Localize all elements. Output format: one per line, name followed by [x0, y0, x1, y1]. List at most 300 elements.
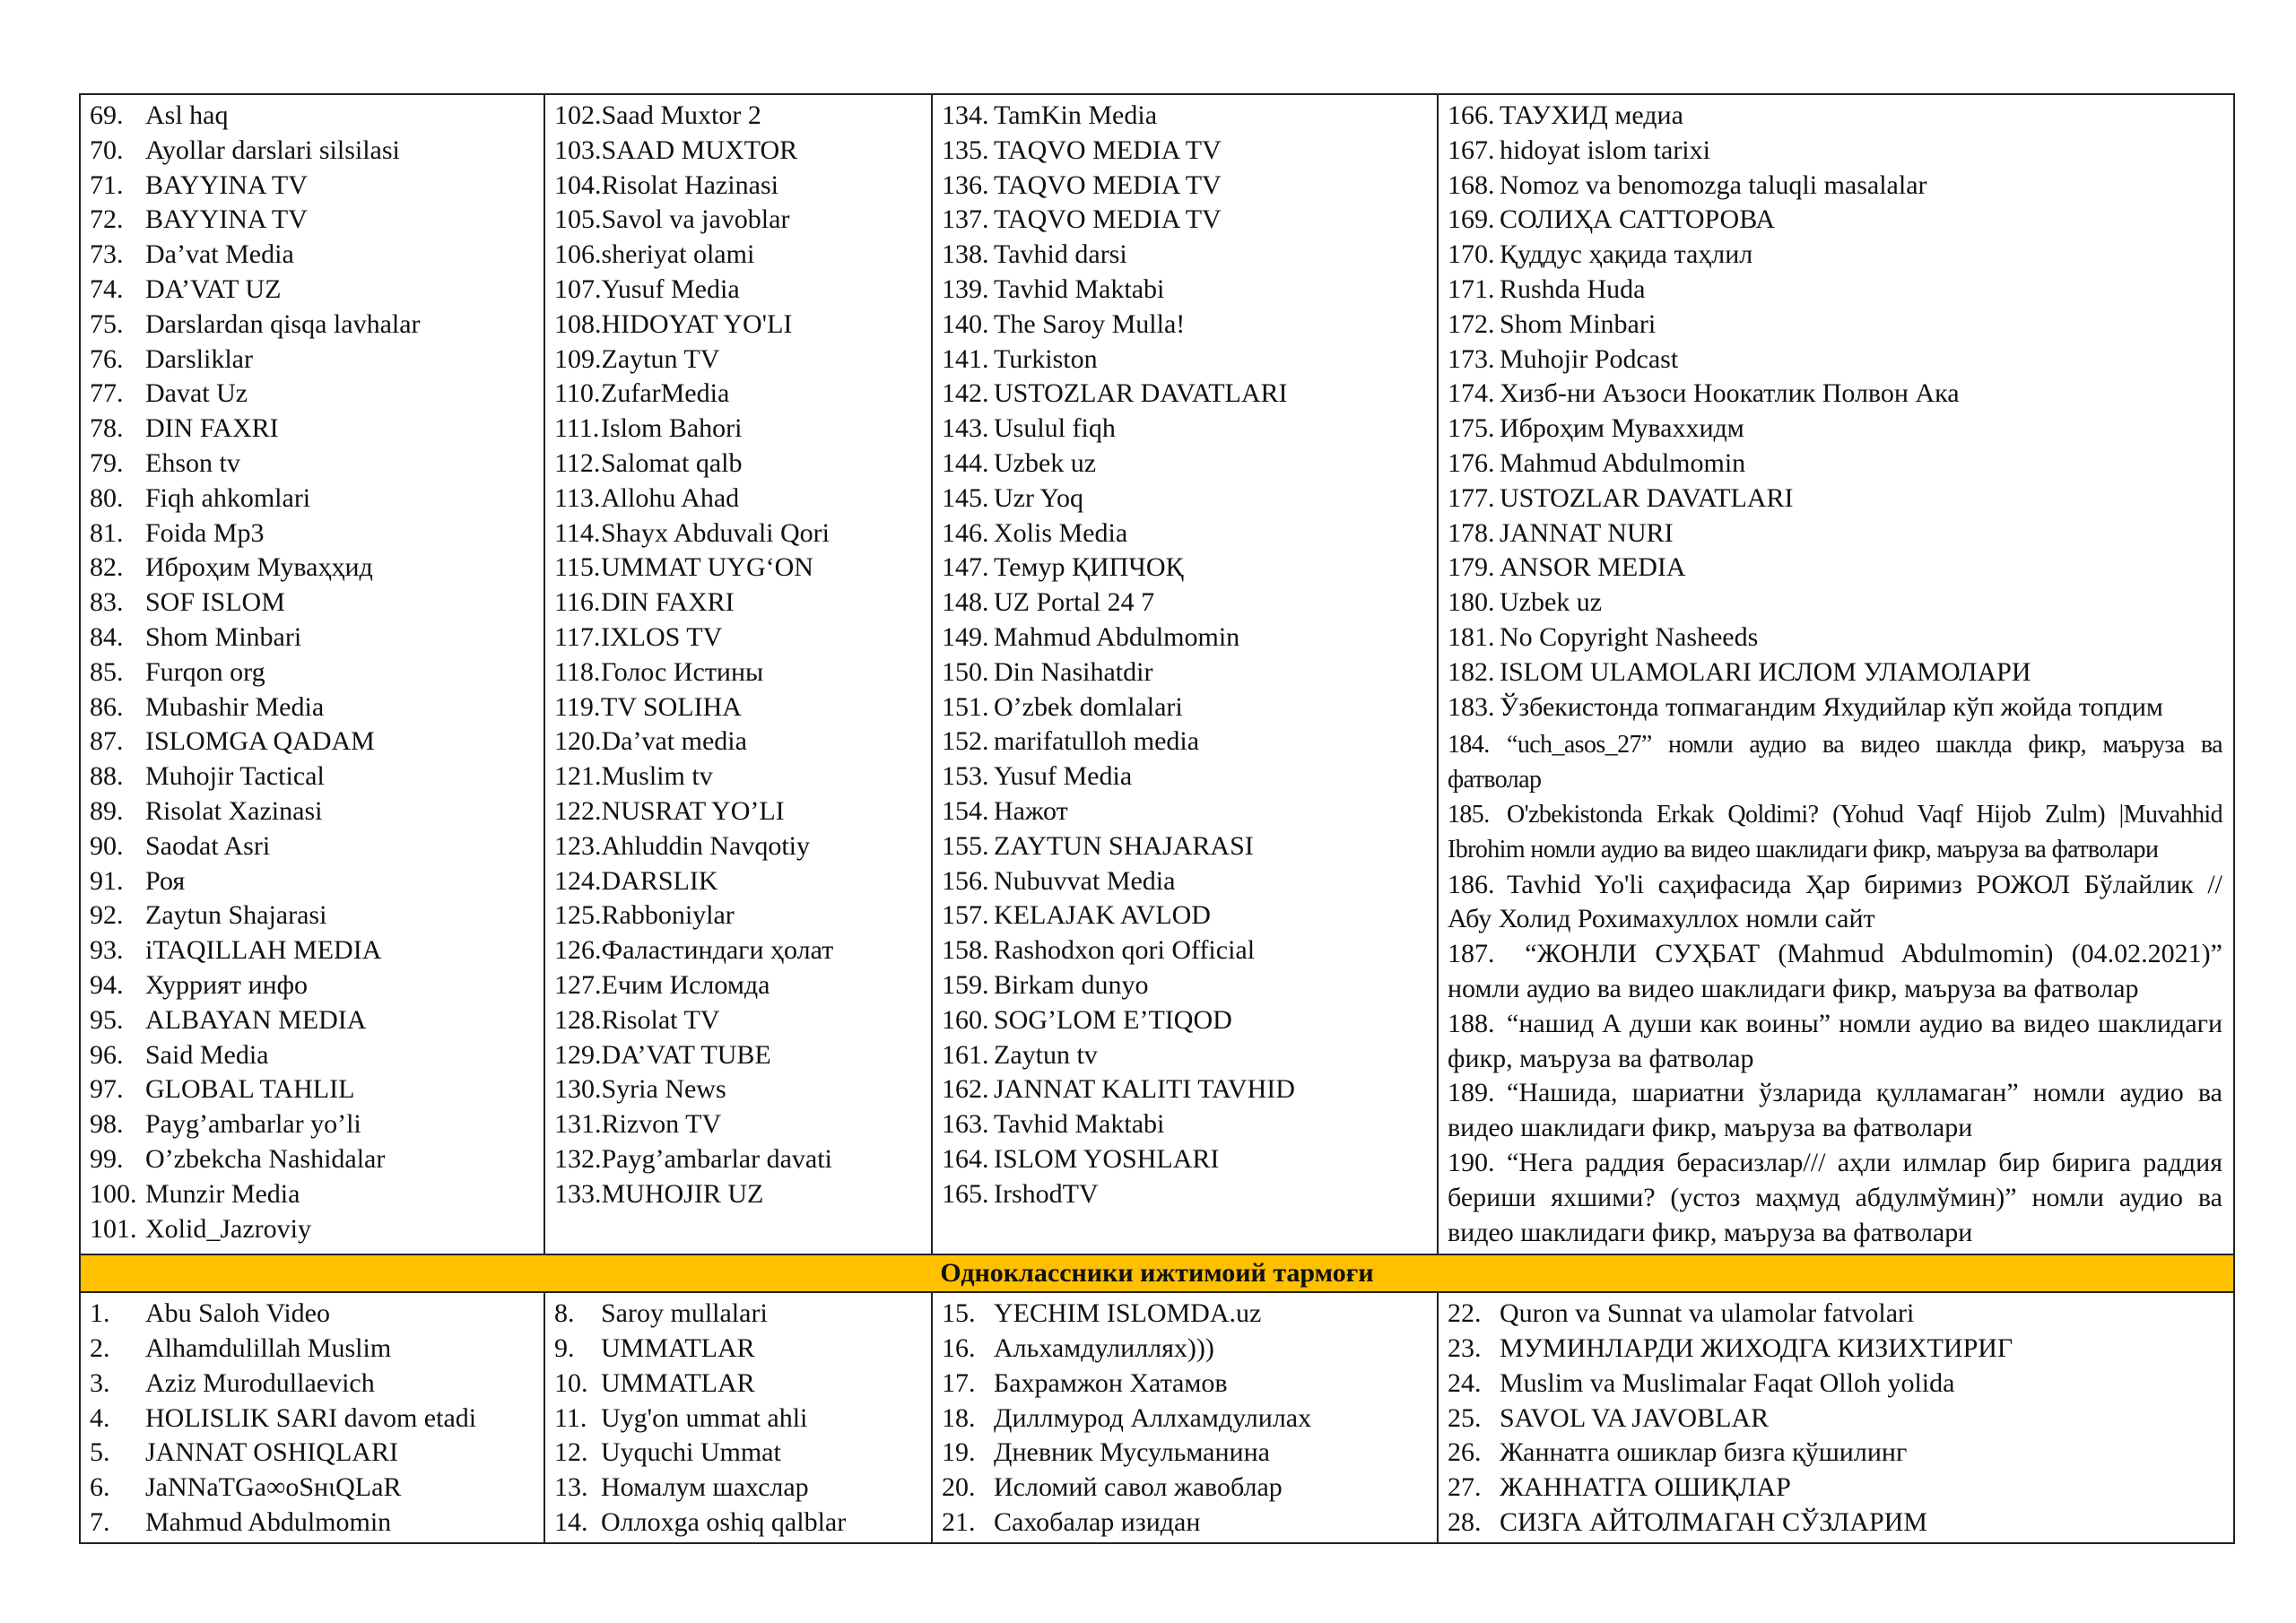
item-text: TAQVO MEDIA TV: [994, 169, 1222, 200]
item-text: Muhojir Podcast: [1500, 343, 1679, 374]
item-number: 76.: [90, 343, 124, 374]
list-item: [942, 1297, 1437, 1332]
item-number: 188.: [1448, 1008, 1495, 1038]
item-number: 18.: [942, 1402, 976, 1433]
list-item: [1448, 1402, 2233, 1436]
list-item: [942, 1038, 1437, 1073]
top-column-2: [544, 94, 932, 1254]
item-text: Muslim tv: [601, 761, 713, 792]
list-item: [942, 1107, 1437, 1142]
item-number: 94.: [90, 969, 124, 1000]
item-text: “ЖОНЛИ СУҲБАТ (Mahmud Abdulmomin) (04.02.2021)” номли аудио ва видео шаклидаги фикр, маъруза ва фатволар: [1448, 939, 2222, 1003]
item-text: DIN FAXRI: [601, 587, 735, 618]
list-item: [90, 898, 544, 933]
item-text: O’zbek domlalari: [994, 691, 1183, 722]
item-text: ZAYTUN SHAJARASI: [994, 830, 1254, 861]
item-number: 20.: [942, 1472, 976, 1503]
item-text: Uzr Yoq: [994, 482, 1084, 513]
item-number: 179.: [1448, 552, 1495, 583]
list-item: [90, 1038, 544, 1073]
list-item: [90, 655, 544, 690]
list-item: [1448, 690, 2233, 725]
item-number: 175.: [1448, 413, 1495, 444]
item-number: 118.: [554, 656, 601, 687]
list-item: [90, 482, 544, 516]
list-item: [90, 690, 544, 725]
item-text: Abu Saloh Video: [145, 1298, 330, 1329]
item-number: 183.: [1448, 691, 1495, 722]
item-text: DIN FAXRI: [145, 413, 279, 444]
list-item: [554, 933, 931, 968]
list-item: [554, 1072, 931, 1107]
item-number: 25.: [1448, 1402, 1482, 1433]
list-item: [90, 725, 544, 759]
item-number: 87.: [90, 726, 124, 757]
item-number: 158.: [942, 935, 989, 966]
item-number: 24.: [1448, 1367, 1482, 1398]
item-number: 91.: [90, 865, 124, 896]
list-item: [554, 1003, 931, 1038]
item-number: 124.: [554, 865, 602, 896]
item-text: Zaytun tv: [994, 1039, 1098, 1070]
item-text: USTOZLAR DAVATLARI: [1500, 482, 1794, 513]
item-number: 72.: [90, 204, 124, 235]
section-header-row: [80, 1254, 2234, 1292]
item-text: Uyquchi Ummat: [601, 1437, 781, 1468]
list-item: [1448, 134, 2233, 169]
item-number: 4.: [90, 1402, 110, 1433]
item-text: ТАУХИД медиа: [1500, 100, 1683, 130]
item-text: UZ Portal 24 7: [994, 587, 1155, 618]
item-number: 85.: [90, 656, 124, 687]
list-item: [90, 447, 544, 482]
list-item: [942, 203, 1437, 238]
item-text: “uch_asos_27” номли аудио ва видео шаклда фикр, маъруза ва фатволар: [1448, 731, 2222, 794]
list-item: [90, 1107, 544, 1142]
item-text: The Saroy Mulla!: [994, 308, 1186, 339]
item-text: Din Nasihatdir: [994, 656, 1153, 687]
list-item: [942, 1142, 1437, 1177]
list-item: [554, 134, 931, 169]
item-number: 102.: [554, 100, 602, 130]
item-number: 90.: [90, 830, 124, 861]
item-number: 140.: [942, 308, 989, 339]
item-text: Номалум шахслар: [601, 1472, 809, 1503]
item-text: Darslardan qisqa lavhalar: [145, 308, 421, 339]
item-number: 84.: [90, 621, 124, 652]
list-item: [90, 933, 544, 968]
list-item: [1448, 728, 2233, 798]
item-text: Saroy mullalari: [601, 1298, 768, 1329]
item-text: Shom Minbari: [1500, 308, 1657, 339]
list-item: [90, 1436, 544, 1471]
item-number: 116.: [554, 587, 601, 618]
list-item: [942, 864, 1437, 899]
item-number: 8.: [554, 1298, 575, 1329]
list-item: [90, 308, 544, 343]
item-text: Munzir Media: [145, 1178, 300, 1209]
item-number: 159.: [942, 969, 989, 1000]
item-text: Salomat qalb: [601, 447, 743, 478]
item-text: Alhamdulillah Muslim: [145, 1333, 392, 1364]
item-number: 108.: [554, 308, 602, 339]
item-text: Роя: [145, 865, 186, 896]
item-number: 149.: [942, 621, 989, 652]
list-item: [942, 725, 1437, 759]
item-text: Оллоxga oshiq qalblar: [601, 1507, 847, 1538]
list-item: [1448, 1076, 2233, 1146]
item-number: 114.: [554, 517, 601, 548]
item-text: UMMATLAR: [601, 1367, 755, 1398]
item-text: sheriyat olami: [601, 239, 755, 270]
list-item: [942, 377, 1437, 412]
item-text: Risolat Hazinasi: [601, 169, 778, 200]
item-number: 129.: [554, 1039, 602, 1070]
item-text: Сахобалар изидан: [994, 1507, 1201, 1538]
item-text: marifatulloh media: [994, 726, 1200, 757]
list-item: [554, 1142, 931, 1177]
item-number: 119.: [554, 691, 601, 722]
list-item: [942, 308, 1437, 343]
item-number: 143.: [942, 413, 989, 444]
item-text: Xolid_Jazroviy: [145, 1213, 311, 1244]
item-text: Risolat Xazinasi: [145, 795, 323, 826]
item-text: Muslim va Muslimalar Faqat Olloh yolida: [1500, 1367, 1955, 1398]
list-item: [90, 794, 544, 829]
section-title: Одноклассники ижтимоий тармоғи: [80, 1254, 2234, 1292]
item-number: 27.: [1448, 1472, 1482, 1503]
list-item: [942, 586, 1437, 621]
item-text: O’zbekcha Nashidalar: [145, 1143, 386, 1174]
top-section-row: [80, 94, 2234, 1254]
list-item: [942, 551, 1437, 586]
item-number: 103.: [554, 135, 602, 165]
item-text: Диллмурод Аллхамдулилах: [994, 1402, 1312, 1433]
item-text: Muhojir Tactical: [145, 761, 325, 792]
item-number: 134.: [942, 100, 989, 130]
item-text: Foida Mp3: [145, 517, 265, 548]
item-number: 171.: [1448, 273, 1495, 304]
list-item: [942, 1072, 1437, 1107]
item-number: 28.: [1448, 1507, 1482, 1538]
item-number: 187.: [1448, 939, 1495, 969]
item-number: 174.: [1448, 378, 1495, 409]
list-item: [1448, 655, 2233, 690]
list-item: [1448, 308, 2233, 343]
item-number: 125.: [554, 900, 602, 931]
list-item: [942, 169, 1437, 204]
item-text: JANNAT KALITI TAVHID: [994, 1074, 1295, 1105]
item-number: 162.: [942, 1074, 989, 1105]
list-item: [942, 1402, 1437, 1436]
list-item: [554, 343, 931, 378]
item-number: 117.: [554, 621, 601, 652]
list-item: [942, 968, 1437, 1003]
list-item: [554, 621, 931, 655]
item-text: Бахрамжон Хатамов: [994, 1367, 1228, 1398]
item-number: 138.: [942, 239, 989, 270]
list-item: [90, 551, 544, 586]
bottom-column-1: [80, 1292, 544, 1543]
item-number: 3.: [90, 1367, 110, 1398]
item-text: BAYYINA TV: [145, 169, 308, 200]
list-item: [1448, 1506, 2233, 1541]
top-column-1: [80, 94, 544, 1254]
list-item: [90, 516, 544, 551]
list-item: [90, 864, 544, 899]
list-item: [90, 1177, 544, 1212]
list-item: [1448, 1436, 2233, 1471]
bottom-section-row: [80, 1292, 2234, 1543]
item-text: “Нега раддия берасизлар/// аҳли илмлар бир бирига раддия бериши яхшими? (устоз маҳмуд абдулмўмин)” номли аудио ва видео шаклидаги фикр, маъруза ва фатволари: [1448, 1147, 2222, 1247]
item-text: Иброҳим Муваҳҳид: [145, 552, 373, 583]
item-number: 101.: [90, 1213, 137, 1244]
item-number: 14.: [554, 1507, 588, 1538]
item-text: JANNAT OSHIQLARI: [145, 1437, 398, 1468]
item-number: 104.: [554, 169, 602, 200]
item-text: Saad Muxtor 2: [601, 100, 761, 130]
list-item: [1448, 1332, 2233, 1367]
item-number: 17.: [942, 1367, 976, 1398]
item-text: Shayx Abduvali Qori: [601, 517, 830, 548]
item-number: 126.: [554, 935, 602, 966]
item-text: Asl haq: [145, 100, 229, 130]
list-item: [1448, 551, 2233, 586]
item-number: 69.: [90, 100, 124, 130]
item-number: 184.: [1448, 731, 1490, 759]
item-text: МУМИНЛАРДИ ЖИХОДГА КИЗИХТИРИГ: [1500, 1333, 2013, 1364]
item-number: 132.: [554, 1143, 602, 1174]
list-item: [554, 1471, 931, 1506]
list-item: [1448, 377, 2233, 412]
item-text: JaNNaTGa∞oSнιQLaR: [145, 1472, 402, 1503]
item-text: Savol va javoblar: [601, 204, 790, 235]
item-number: 131.: [554, 1109, 602, 1140]
list-item: [90, 1402, 544, 1436]
list-item: [90, 621, 544, 655]
item-text: Tavhid darsi: [994, 239, 1127, 270]
item-number: 88.: [90, 761, 124, 792]
item-text: TAQVO MEDIA TV: [994, 204, 1222, 235]
top-column-4: [1438, 94, 2234, 1254]
item-text: Da’vat media: [601, 726, 747, 757]
list-item: [1448, 798, 2233, 868]
item-number: 168.: [1448, 169, 1495, 200]
item-number: 97.: [90, 1074, 124, 1105]
item-number: 71.: [90, 169, 124, 200]
item-text: Nubuvvat Media: [994, 865, 1176, 896]
item-number: 146.: [942, 517, 989, 548]
item-number: 181.: [1448, 621, 1495, 652]
item-number: 26.: [1448, 1437, 1482, 1468]
item-text: Исломий савол жавоблар: [994, 1472, 1283, 1503]
item-text: USTOZLAR DAVATLARI: [994, 378, 1288, 409]
item-text: TV SOLIHA: [601, 691, 742, 722]
list-item: [1448, 99, 2233, 134]
item-number: 133.: [554, 1178, 602, 1209]
item-number: 96.: [90, 1039, 124, 1070]
item-number: 154.: [942, 795, 989, 826]
list-item: [554, 725, 931, 759]
list-item: [90, 169, 544, 204]
list-item: [942, 933, 1437, 968]
item-text: UMMAT UYG‘ON: [601, 552, 813, 583]
item-text: Хизб-ни Аъзоси Ноокатлик Полвон Ака: [1500, 378, 1960, 409]
item-number: 147.: [942, 552, 989, 583]
list-item: [942, 238, 1437, 273]
list-item: [554, 586, 931, 621]
item-number: 152.: [942, 726, 989, 757]
list-item: [942, 1003, 1437, 1038]
list-item: [942, 516, 1437, 551]
item-number: 74.: [90, 273, 124, 304]
list-item: [1448, 1471, 2233, 1506]
item-number: 160.: [942, 1004, 989, 1035]
item-text: Tavhid Maktabi: [994, 1109, 1165, 1140]
list-item: [942, 898, 1437, 933]
item-number: 83.: [90, 587, 124, 618]
list-item: [90, 1142, 544, 1177]
list-item: [1448, 586, 2233, 621]
item-text: ISLOM ULAMOLARI ИСЛОМ УЛАМОЛАРИ: [1500, 656, 2031, 687]
item-number: 176.: [1448, 447, 1495, 478]
item-number: 82.: [90, 552, 124, 583]
item-text: Uzbek uz: [1500, 587, 1603, 618]
item-number: 153.: [942, 761, 989, 792]
item-number: 141.: [942, 343, 989, 374]
item-text: Payg’ambarlar yo’li: [145, 1109, 361, 1140]
list-item: [90, 1367, 544, 1402]
item-text: DARSLIK: [601, 865, 718, 896]
item-text: ISLOM YOSHLARI: [994, 1143, 1220, 1174]
item-number: 178.: [1448, 517, 1495, 548]
item-text: Payg’ambarlar davati: [601, 1143, 832, 1174]
list-item: [942, 447, 1437, 482]
item-text: SOG’LOM E’TIQOD: [994, 1004, 1232, 1035]
item-number: 23.: [1448, 1333, 1482, 1364]
item-number: 180.: [1448, 587, 1495, 618]
item-text: “нашид А души как воины” номли аудио ва видео шаклидаги фикр, маъруза ва фатволар: [1448, 1008, 2222, 1073]
list-item: [942, 1332, 1437, 1367]
list-item: [554, 1332, 931, 1367]
item-number: 121.: [554, 761, 602, 792]
item-number: 165.: [942, 1178, 989, 1209]
list-item: [942, 794, 1437, 829]
item-text: Quron va Sunnat va ulamolar fatvolari: [1500, 1298, 1915, 1329]
list-item: [554, 829, 931, 864]
list-item: [942, 482, 1437, 516]
item-number: 186.: [1448, 869, 1495, 899]
item-text: ZufarMedia: [601, 378, 730, 409]
item-text: Дневник Мусульманина: [994, 1437, 1270, 1468]
item-text: Da’vat Media: [145, 239, 294, 270]
item-number: 93.: [90, 935, 124, 966]
list-item: [1448, 447, 2233, 482]
list-item: [1448, 1146, 2233, 1250]
item-number: 185.: [1448, 800, 1490, 829]
item-number: 2.: [90, 1333, 110, 1364]
item-number: 81.: [90, 517, 124, 548]
item-text: Иброҳим Муваххидм: [1500, 413, 1744, 444]
bottom-column-2: [544, 1292, 932, 1543]
item-number: 5.: [90, 1437, 110, 1468]
item-text: Darsliklar: [145, 343, 253, 374]
list-item: [942, 343, 1437, 378]
list-item: [942, 655, 1437, 690]
item-text: “Нашида, шариатни ўзларида қулламаган” номли аудио ва видео шаклидаги фикр, маъруза ва фатволари: [1448, 1078, 2222, 1143]
item-text: Fiqh ahkomlari: [145, 482, 311, 513]
item-text: NUSRAT YO’LI: [601, 795, 785, 826]
item-text: Usulul fiqh: [994, 413, 1116, 444]
item-number: 109.: [554, 343, 602, 374]
item-number: 172.: [1448, 308, 1495, 339]
item-number: 130.: [554, 1074, 602, 1105]
list-item: [554, 482, 931, 516]
item-number: 182.: [1448, 656, 1495, 687]
item-text: Ўзбекистонда топмагандим Яхудийлар кўп жойда топдим: [1500, 691, 2163, 722]
item-text: SOF ISLOM: [145, 587, 285, 618]
item-text: Risolat TV: [601, 1004, 720, 1035]
item-number: 98.: [90, 1109, 124, 1140]
list-item: [1448, 937, 2233, 1007]
item-number: 73.: [90, 239, 124, 270]
item-text: Nomoz va benomozga taluqli masalalar: [1500, 169, 1927, 200]
item-number: 105.: [554, 204, 602, 235]
item-text: MUHOJIR UZ: [601, 1178, 764, 1209]
item-number: 13.: [554, 1472, 588, 1503]
list-item: [90, 134, 544, 169]
item-number: 99.: [90, 1143, 124, 1174]
item-text: KELAJAK AVLOD: [994, 900, 1211, 931]
list-item: [90, 968, 544, 1003]
item-number: 139.: [942, 273, 989, 304]
list-item: [942, 621, 1437, 655]
item-text: Mubashir Media: [145, 691, 325, 722]
item-number: 22.: [1448, 1298, 1482, 1329]
item-text: HIDOYAT YO'LI: [601, 308, 793, 339]
list-item: [554, 864, 931, 899]
item-number: 156.: [942, 865, 989, 896]
item-text: Davat Uz: [145, 378, 248, 409]
item-number: 80.: [90, 482, 124, 513]
item-number: 77.: [90, 378, 124, 409]
item-text: Rizvon TV: [601, 1109, 722, 1140]
item-number: 122.: [554, 795, 602, 826]
item-number: 95.: [90, 1004, 124, 1035]
item-text: Uzbek uz: [994, 447, 1097, 478]
item-text: DA’VAT UZ: [145, 273, 282, 304]
item-text: СОЛИҲА САТТОРОВА: [1500, 204, 1775, 235]
list-item: [942, 99, 1437, 134]
item-text: JANNAT NURI: [1500, 517, 1674, 548]
list-item: [554, 273, 931, 308]
item-text: YECHIM ISLOMDA.uz: [994, 1298, 1262, 1329]
list-item: [554, 690, 931, 725]
item-number: 113.: [554, 482, 601, 513]
item-text: Mahmud Abdulmomin: [145, 1507, 392, 1538]
item-text: Альхамдулиллях))): [994, 1333, 1214, 1364]
item-text: Tavhid Maktabi: [994, 273, 1165, 304]
list-item: [90, 1212, 544, 1247]
item-number: 135.: [942, 135, 989, 165]
item-text: Жаннатга ошиклар бизга қўшилинг: [1500, 1437, 1908, 1468]
item-text: SAAD MUXTOR: [601, 135, 798, 165]
list-item: [554, 898, 931, 933]
list-item: [90, 343, 544, 378]
item-number: 15.: [942, 1298, 976, 1329]
item-text: Tavhid Yo'li саҳифасида Ҳар биримиз РОЖОЛ Бўлайлик // Абу Холид Рохимахуллох номли сайт: [1448, 869, 2222, 934]
list-item: [942, 829, 1437, 864]
